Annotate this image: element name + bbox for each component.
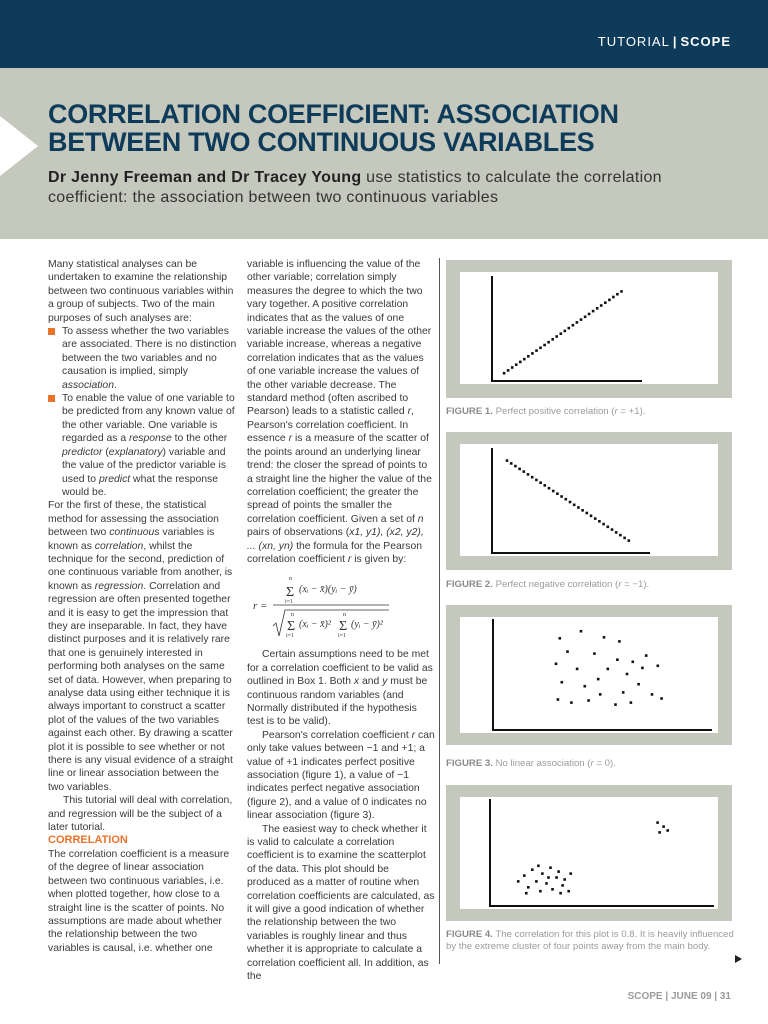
figure-4-caption xyxy=(446,929,736,953)
figure-2-caption xyxy=(446,579,736,591)
data-point xyxy=(580,630,583,633)
caption-emphasis: r xyxy=(590,758,594,769)
data-point xyxy=(556,492,559,495)
scatter-chart-2 xyxy=(460,444,718,556)
data-point xyxy=(581,509,584,512)
data-point xyxy=(539,481,542,484)
data-point xyxy=(657,665,660,668)
data-point xyxy=(600,304,603,307)
text: and xyxy=(359,676,383,688)
text: must be continuous random variables (and Normally distributed if the hypothesis test is to be valid). xyxy=(247,676,428,728)
data-point xyxy=(564,330,567,333)
data-point xyxy=(666,829,669,832)
data-point xyxy=(557,870,560,873)
data-point xyxy=(632,661,635,664)
caption-text: The correlation for this plot is 0.8. It is heavily influenced by the extreme cluster of four points away from the main body. xyxy=(446,929,734,952)
data-point xyxy=(555,335,558,338)
figure-label: FIGURE 3. xyxy=(446,758,493,769)
caption-text: = 0). xyxy=(593,758,616,769)
formula-lower-index: i=1 xyxy=(286,633,295,640)
emphasis: y xyxy=(382,676,388,688)
data-point xyxy=(545,882,548,885)
data-point xyxy=(651,693,654,696)
figure-1-box xyxy=(446,260,732,398)
bullet-square-icon xyxy=(48,395,55,402)
figure-label: FIGURE 4. xyxy=(446,929,493,940)
text: Pearson's correlation coefficient xyxy=(262,729,412,741)
paragraph: The easiest way to check whether it is valid to calculate a correlation coefficient is to examine the scatterplot of the data. This plot should be produced as a matter of routine when correlation coefficients are calculated, as it will give a good indication of whether the relationship between the two variables is roughly linear and thus whether it is appropriate to calculate a correlation coefficient all. In addition, as the xyxy=(247,823,435,983)
emphasis: regression xyxy=(94,580,144,592)
emphasis: x1, y1), (x2, y2), ... (xn, yn) xyxy=(247,527,424,552)
publication-name: SCOPE xyxy=(680,34,731,49)
data-point xyxy=(615,531,618,534)
data-points xyxy=(503,290,623,374)
figure-label: FIGURE 2. xyxy=(446,579,493,590)
caption-text: Perfect negative correlation ( xyxy=(492,579,619,590)
bullet-square-icon xyxy=(48,328,55,335)
data-point xyxy=(637,683,640,686)
paragraph xyxy=(247,258,435,566)
data-point xyxy=(570,701,573,704)
data-point xyxy=(628,539,631,542)
data-point xyxy=(576,668,579,671)
text: variables is known as xyxy=(48,527,215,552)
formula-sum-sign: Σ xyxy=(286,585,295,601)
data-point xyxy=(514,465,517,468)
data-point xyxy=(607,668,610,671)
arrow-decoration-icon xyxy=(0,116,38,176)
data-point xyxy=(503,372,506,375)
body-column-1 xyxy=(48,258,238,955)
figure-3-plot-area xyxy=(460,617,718,733)
bullet-text: ) variable and the value of the predictor variable is used to xyxy=(62,446,227,485)
formula-denominator-x: (xᵢ − x̄)² xyxy=(299,619,331,631)
data-point xyxy=(515,363,518,366)
data-point xyxy=(531,352,534,355)
data-point xyxy=(547,341,550,344)
data-point xyxy=(572,324,575,327)
figure-3-box xyxy=(446,605,732,745)
data-point xyxy=(597,678,600,681)
data-point xyxy=(527,355,530,358)
page-footer: SCOPE | JUNE 09 | 31 xyxy=(627,991,731,1002)
data-point xyxy=(603,636,606,639)
data-point xyxy=(618,640,621,643)
data-point xyxy=(588,313,591,316)
data-point xyxy=(576,321,579,324)
figure-3-caption xyxy=(446,758,736,770)
bullet-emphasis: predictor xyxy=(62,446,103,458)
figure-1-caption xyxy=(446,406,736,418)
data-point xyxy=(560,495,563,498)
data-point xyxy=(548,487,551,490)
data-point xyxy=(607,526,610,529)
data-point xyxy=(525,892,528,895)
formula-numerator: (xᵢ − x̄)(yᵢ − ȳ) xyxy=(299,584,357,596)
formula-upper-limit: n xyxy=(289,576,292,583)
data-point xyxy=(541,872,544,875)
data-point xyxy=(599,693,602,696)
formula-sum-sign: Σ xyxy=(287,619,296,635)
formula-denominator-y: (yᵢ − ȳ)² xyxy=(351,619,383,631)
data-point xyxy=(590,515,593,518)
text: For the first of these, the statistical method for assessing the association between two xyxy=(48,500,219,539)
figure-4-plot-area xyxy=(460,797,718,909)
data-point xyxy=(563,878,566,881)
text: variable is influencing the value of the other variable; correlation simply measures the degree to which the two vary together. A positive correlation indicates that as the values of one variable increase the values of the other variable increase, whereas a negative correlation indicates that as the values of one variable increase the values of the other variable decrease. The standard method (often ascribed to Pearson) leads to a statistic called xyxy=(247,259,432,418)
paragraph xyxy=(247,648,435,728)
data-point xyxy=(645,654,648,657)
emphasis: r xyxy=(347,553,352,565)
data-point xyxy=(566,650,569,653)
figure-4-box xyxy=(446,785,732,921)
data-point xyxy=(535,880,538,883)
section-heading: CORRELATION xyxy=(48,834,128,847)
data-point xyxy=(517,880,520,883)
emphasis: x xyxy=(353,676,360,688)
text: , whilst the technique for the second, prediction of one continuous variable from another, is known as xyxy=(48,540,233,592)
emphasis: r xyxy=(288,433,293,445)
column-divider xyxy=(439,258,440,964)
data-point xyxy=(535,479,538,482)
emphasis: n xyxy=(417,513,424,525)
data-point xyxy=(523,874,526,877)
data-point xyxy=(584,316,587,319)
data-point xyxy=(557,698,560,701)
data-point xyxy=(539,347,542,350)
formula-graphic xyxy=(251,572,431,640)
data-point xyxy=(518,468,521,471)
data-point xyxy=(577,506,580,509)
data-point xyxy=(544,484,547,487)
data-point xyxy=(523,358,526,361)
data-point xyxy=(594,517,597,520)
bullet-emphasis: explanatory xyxy=(108,446,163,458)
data-point xyxy=(622,691,625,694)
text: the formula for the Pearson correlation coefficient xyxy=(247,540,423,565)
data-point xyxy=(630,701,633,704)
bullet-text: To enable the value of one variable to be predicted from any known value of the other variable. One variable is regarded as a xyxy=(62,393,235,445)
data-points xyxy=(517,821,669,894)
data-point xyxy=(596,307,599,310)
bullet-text: what the response would be. xyxy=(62,473,218,498)
data-point xyxy=(555,876,558,879)
formula-upper-limit: n xyxy=(291,612,294,619)
emphasis: r xyxy=(407,406,412,418)
data-point xyxy=(623,537,626,540)
figure-label: FIGURE 1. xyxy=(446,406,493,417)
data-point xyxy=(586,512,589,515)
data-point xyxy=(573,504,576,507)
figure-2-plot-area xyxy=(460,444,718,556)
text: pairs of observations ( xyxy=(247,527,350,539)
data-point xyxy=(660,697,663,700)
data-point xyxy=(507,369,510,372)
data-point xyxy=(561,681,564,684)
scatter-chart-3 xyxy=(460,617,718,733)
bullet-emphasis: response xyxy=(129,433,172,445)
data-point xyxy=(511,366,514,369)
data-point xyxy=(616,293,619,296)
data-point xyxy=(537,865,540,868)
figure-2-box xyxy=(446,432,732,570)
data-point xyxy=(559,892,562,895)
data-point xyxy=(555,663,558,666)
formula-lhs: r = xyxy=(253,600,268,613)
data-point xyxy=(658,831,661,834)
data-point xyxy=(580,318,583,321)
bullet-emphasis: association xyxy=(62,379,114,391)
text: can only take values between −1 and +1; a value of +1 indicates perfect positive association (figure 1), a value of −1 indicates perfect negative association (figure 2), and a value of 0 indicates no linear association (figure 3). xyxy=(247,729,435,822)
data-point xyxy=(527,886,530,889)
continue-arrow-icon xyxy=(735,955,742,963)
caption-emphasis: r xyxy=(618,579,622,590)
data-point xyxy=(604,301,607,304)
data-point xyxy=(519,361,522,364)
text: , Pearson's correlation coefficient. In essence xyxy=(247,406,414,445)
text: is a measure of the scatter of the points around an underlying linear trend: the closer the spread of points to a straight line the higher the value of the correlation coefficient; the greater the spread of points the smaller the correlation coefficient. Given a set of xyxy=(247,433,432,525)
body-column-2 xyxy=(247,258,435,984)
bullet-text: ( xyxy=(102,446,109,458)
data-point xyxy=(539,890,542,893)
authors: Dr Jenny Freeman and Dr Tracey Young xyxy=(48,169,362,186)
data-point xyxy=(527,473,530,476)
data-point xyxy=(559,637,562,640)
masthead-bar xyxy=(0,0,768,68)
data-point xyxy=(614,703,617,706)
text: . Correlation and regression are often presented together and it is easy to get the impression that they are inseparable. In fact, they have distinct purposes and it is relatively rare that one is genuinely interested in performing both analyses on the same set of data. However, when preparing to analyse data using either technique it is always important to construct a scatter plot of the values of the two variables against each other. By drawing a scatter plot it is possible to see whether or not there is any visual evidence of a straight line or linear association between the two variables. xyxy=(48,580,233,793)
scatter-chart-1 xyxy=(460,272,718,384)
data-points xyxy=(555,630,663,706)
section-name: TUTORIAL xyxy=(597,34,670,49)
pearson-formula xyxy=(247,572,435,640)
data-point xyxy=(551,338,554,341)
data-point xyxy=(608,299,611,302)
formula-lower-index: i=1 xyxy=(338,633,347,640)
emphasis: continuous xyxy=(109,527,160,539)
paragraph xyxy=(247,729,435,823)
emphasis: correlation xyxy=(94,540,144,552)
paragraph: The correlation coefficient is a measure of the degree of linear association between two continuous variables, i.e. when plotted together, how close to a straight line is the scatter of points. No assumptions are made about whether the relationship between the two variables is causal, i.e. whether one xyxy=(48,848,230,954)
data-point xyxy=(565,498,568,501)
data-point xyxy=(510,462,513,465)
data-point xyxy=(612,296,615,299)
data-point xyxy=(620,290,623,293)
bullet-item-1 xyxy=(48,325,238,392)
data-point xyxy=(560,332,563,335)
data-point xyxy=(587,699,590,702)
data-point xyxy=(567,890,570,893)
data-point xyxy=(593,652,596,655)
data-point xyxy=(611,528,614,531)
data-point xyxy=(552,490,555,493)
caption-text: Perfect positive correlation ( xyxy=(492,406,615,417)
caption-text: No linear association ( xyxy=(492,758,591,769)
data-point xyxy=(531,868,534,871)
data-point xyxy=(568,327,571,330)
data-point xyxy=(549,866,552,869)
article-title: CORRELATION COEFFICIENT: ASSOCIATION BETWEEN TWO CONTINUOUS VARIABLES xyxy=(48,99,619,157)
text: Certain assumptions need to be met for a correlation coefficient to be valid as outlined in Box 1. Both xyxy=(247,649,433,688)
article-header xyxy=(0,68,768,239)
data-point xyxy=(626,673,629,676)
data-point xyxy=(569,501,572,504)
data-point xyxy=(569,872,572,875)
figure-1-plot-area xyxy=(460,272,718,384)
byline xyxy=(48,168,728,208)
formula-upper-limit: n xyxy=(343,612,346,619)
data-point xyxy=(602,523,605,526)
caption-text: = +1). xyxy=(617,406,646,417)
data-point xyxy=(523,470,526,473)
section-label xyxy=(598,34,731,49)
data-point xyxy=(592,310,595,313)
caption-emphasis: r xyxy=(614,406,618,417)
data-point xyxy=(662,825,665,828)
caption-text: = −1). xyxy=(621,579,650,590)
data-point xyxy=(551,888,554,891)
paragraph: This tutorial will deal with correlation, and regression will be the subject of a later tutorial. xyxy=(48,795,233,834)
data-point xyxy=(598,520,601,523)
formula-lower-index: i=1 xyxy=(285,599,294,606)
data-points xyxy=(506,459,630,542)
separator: | xyxy=(672,34,678,49)
bullet-text: to the other xyxy=(171,433,228,445)
data-point xyxy=(584,685,587,688)
data-point xyxy=(506,459,509,462)
data-point xyxy=(531,476,534,479)
data-point xyxy=(561,884,564,887)
data-point xyxy=(616,658,619,661)
intro-paragraph: Many statistical analyses can be undertaken to examine the relationship between two continuous variables within a group of subjects. Two of the main purposes of such analyses are: xyxy=(48,259,234,324)
paragraph xyxy=(48,499,238,794)
data-point xyxy=(535,349,538,352)
formula-sum-sign: Σ xyxy=(339,619,348,635)
bullet-text: To assess whether the two variables are associated. There is no distinction between the two variables and no causation is implied, simply xyxy=(62,326,237,378)
bullet-emphasis: predict xyxy=(98,473,131,485)
emphasis: r xyxy=(411,729,416,741)
bullet-text: . xyxy=(113,379,117,391)
standfirst: use statistics to calculate the correlation coefficient: the association between two continuous variables xyxy=(48,169,662,206)
data-point xyxy=(641,667,644,670)
data-point xyxy=(656,821,659,824)
text: is given by: xyxy=(351,553,407,565)
scatter-chart-4 xyxy=(460,797,718,909)
bullet-item-2 xyxy=(48,392,238,499)
data-point xyxy=(619,534,622,537)
data-point xyxy=(547,876,550,879)
data-point xyxy=(543,344,546,347)
